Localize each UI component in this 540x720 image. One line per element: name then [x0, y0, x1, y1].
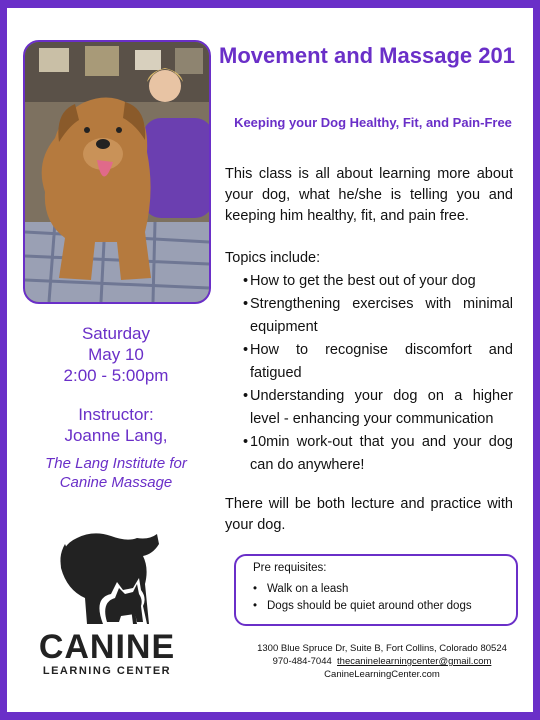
class-description: This class is all about learning more about your dog, what he/she is telling you and keeping him healthy, fit, and pain free. [225, 166, 513, 224]
prerequisites-heading: Pre requisites: [253, 562, 327, 574]
list-item: • Understanding your dog on a higher level - enhancing your communication [243, 388, 513, 427]
topic-text: How to recognise discomfort and fatigued [250, 342, 513, 381]
list-item: • How to get the best out of your dog [243, 273, 476, 289]
event-details [31, 323, 201, 492]
topic-text: 10min work-out that you and your dog can do anywhere! [250, 434, 513, 473]
topic-text: Understanding your dog on a higher level - enhancing your communication [250, 388, 513, 427]
photo-illustration [25, 42, 209, 302]
instructor-label: Instructor: [78, 405, 154, 424]
dog-and-instructor-photo [23, 40, 211, 304]
list-item: • How to recognise discomfort and fatigued [243, 342, 513, 381]
event-time: 2:00 - 5:00pm [63, 366, 169, 385]
logo-tagline: LEARNING CENTER [42, 665, 172, 677]
email-link[interactable]: thecaninelearningcenter@gmail.com [337, 656, 492, 667]
list-item: • 10min work-out that you and your dog can do anywhere! [243, 434, 513, 473]
topic-text: Strengthening exercises with minimal equipment [250, 296, 513, 335]
prereq-text: Walk on a leash [267, 583, 349, 595]
flyer-subtitle: Keeping your Dog Healthy, Fit, and Pain-Free [234, 115, 512, 130]
dog-silhouettes-logo [53, 528, 163, 628]
list-item: • Strengthening exercises with minimal equipment [243, 296, 513, 335]
street-address: 1300 Blue Spruce Dr, Suite B, Fort Collins, Colorado 80524 [257, 643, 507, 654]
institute-name: The Lang Institute for Canine Massage [45, 455, 187, 491]
logo-name: CANINE [38, 628, 176, 666]
topics-label: Topics include: [225, 250, 321, 266]
instructor-name: Joanne Lang, [64, 426, 168, 445]
prerequisites-box [234, 554, 518, 626]
flyer-title: Movement and Massage 201 [219, 43, 515, 68]
list-item: • Dogs should be quiet around other dogs [253, 600, 472, 612]
contact-info [237, 642, 527, 681]
event-day: Saturday [81, 324, 151, 343]
flyer-page [7, 8, 533, 712]
phone-number: 970-484-7044 [272, 656, 332, 667]
prereq-text: Dogs should be quiet around other dogs [267, 600, 472, 612]
prerequisites-list [253, 581, 472, 615]
list-item: • Walk on a leash [253, 583, 349, 595]
website-text: CanineLearningCenter.com [324, 669, 440, 680]
closing-note: There will be both lecture and practice with your dog. [225, 496, 513, 533]
topics-list [225, 270, 513, 477]
topic-text: How to get the best out of your dog [250, 273, 476, 289]
phone-email-line [237, 655, 527, 668]
event-date: May 10 [88, 345, 144, 364]
